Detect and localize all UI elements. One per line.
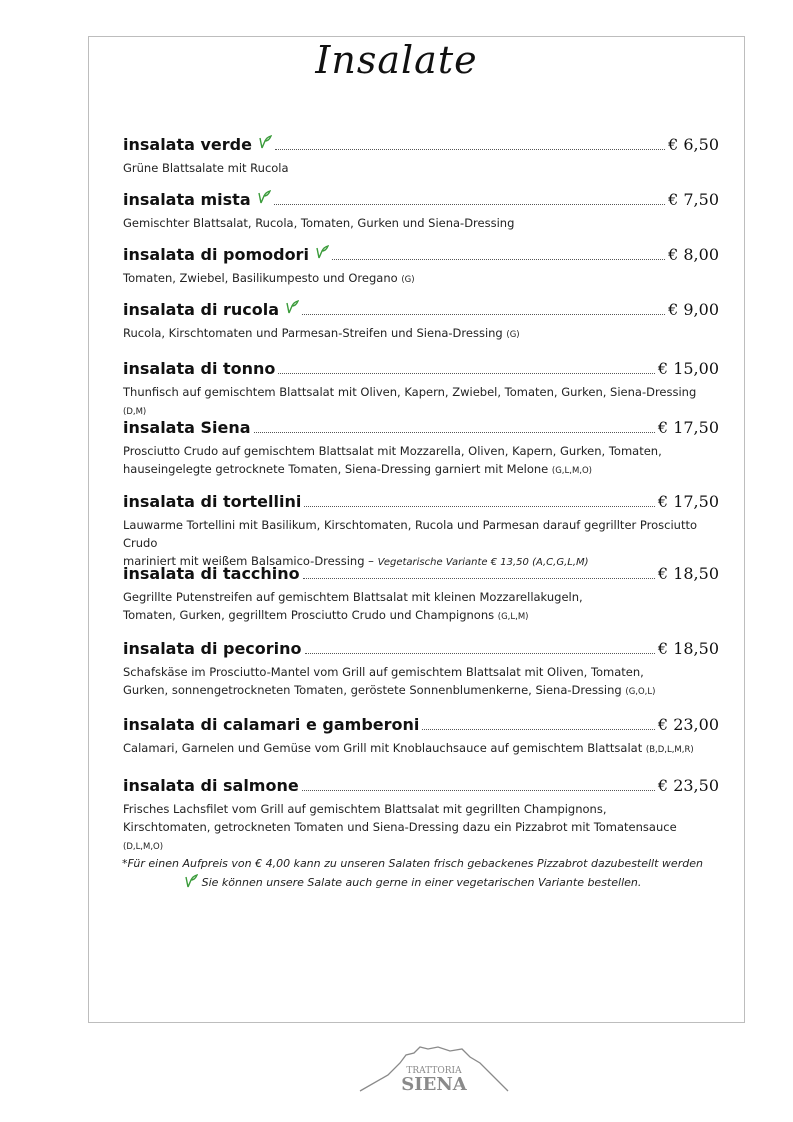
dot-leader — [303, 577, 655, 579]
item-name: insalata di tacchino — [123, 564, 300, 583]
menu-item-header — [123, 188, 719, 210]
menu-item-header — [123, 357, 719, 379]
menu-item-header — [123, 637, 719, 659]
svg-text:SIENA: SIENA — [401, 1074, 467, 1093]
item-description — [123, 442, 719, 480]
menu-item-header — [123, 243, 719, 265]
item-description — [123, 159, 719, 177]
item-description — [123, 800, 719, 856]
allergen-codes: (G,L,M) — [497, 612, 529, 622]
menu-item-header — [123, 774, 719, 796]
description-line: Kirschtomaten, getrockneten Tomaten und Siena-Dressing dazu ein Pizzabrot mit Tomatensauce (D,L,M,O) — [123, 820, 677, 852]
vegetarian-note-line — [100, 872, 725, 891]
menu-item — [123, 243, 719, 289]
vegetarian-note: Sie können unsere Salate auch gerne in einer vegetarischen Variante bestellen. — [201, 876, 642, 889]
menu-item — [123, 416, 719, 480]
description-line: Grüne Blattsalate mit Rucola — [123, 161, 289, 175]
item-name: insalata di tonno — [123, 359, 276, 378]
description-line: Calamari, Garnelen und Gemüse vom Grill mit Knoblauchsauce auf gemischtem Blattsalat (B,D,L,M,R) — [123, 741, 694, 755]
menu-item — [123, 490, 719, 572]
menu-item-header — [123, 298, 719, 320]
menu-item-header — [123, 490, 719, 512]
menu-item-header — [123, 416, 719, 438]
description-line: mariniert mit weißem Balsamico-Dressing – Vegetarische Variante € 13,50 (A,C,G,L,M) — [123, 554, 589, 568]
item-description — [123, 269, 719, 289]
description-line: Gemischter Blattsalat, Rucola, Tomaten, Gurken und Siena-Dressing — [123, 216, 515, 230]
item-price: € 23,00 — [657, 715, 719, 734]
item-name: insalata di tortellini — [123, 492, 302, 511]
pizzabrot-note: *Für einen Aufpreis von € 4,00 kann zu unseren Salaten frisch gebackenes Pizzabrot dazubestellt werden — [122, 857, 703, 870]
menu-item — [123, 713, 719, 759]
item-name: insalata verde — [123, 135, 252, 154]
menu-item — [123, 188, 719, 232]
menu-item — [123, 357, 719, 421]
item-price: € 6,50 — [668, 135, 719, 154]
menu-item — [123, 133, 719, 177]
item-description — [123, 324, 719, 344]
dot-leader — [254, 431, 655, 433]
description-line: Lauwarme Tortellini mit Basilikum, Kirschtomaten, Rucola und Parmesan darauf gegrillter Prosciutto Crudo — [123, 518, 697, 550]
item-price: € 8,00 — [668, 245, 719, 264]
allergen-codes: (D,M) — [123, 407, 147, 417]
dot-leader — [422, 728, 655, 730]
leaf-icon — [285, 300, 299, 314]
dot-leader — [332, 258, 665, 260]
dot-leader — [302, 789, 655, 791]
description-line: Prosciutto Crudo auf gemischtem Blattsalat mit Mozzarella, Oliven, Kapern, Gurken, Tomaten, — [123, 444, 662, 458]
menu-item — [123, 298, 719, 344]
item-name: insalata di rucola — [123, 300, 280, 319]
item-description — [123, 588, 719, 626]
allergen-codes: (B,D,L,M,R) — [645, 745, 694, 755]
allergen-codes: (G,L,M,O) — [551, 466, 592, 476]
leaf-icon — [258, 135, 272, 149]
item-name: insalata mista — [123, 190, 251, 209]
menu-item — [123, 562, 719, 626]
description-line: Gurken, sonnengetrockneten Tomaten, geröstete Sonnenblumenkerne, Siena-Dressing (G,O,L) — [123, 683, 656, 697]
item-name: insalata di calamari e gamberoni — [123, 715, 420, 734]
dot-leader — [302, 313, 665, 315]
item-price: € 15,00 — [657, 359, 719, 378]
allergen-codes: (D,L,M,O) — [123, 842, 164, 852]
item-description — [123, 214, 719, 232]
item-price: € 9,00 — [668, 300, 719, 319]
description-line: Schafskäse im Prosciutto-Mantel vom Grill auf gemischtem Blattsalat mit Oliven, Tomaten, — [123, 665, 644, 679]
item-price: € 18,50 — [657, 639, 719, 658]
menu-item-header — [123, 133, 719, 155]
description-line: Frisches Lachsfilet vom Grill auf gemischtem Blattsalat mit gegrillten Champignons, — [123, 802, 607, 816]
dot-leader — [305, 652, 655, 654]
menu-item — [123, 637, 719, 701]
dot-leader — [274, 203, 665, 205]
trattoria-siena-logo — [358, 1045, 510, 1093]
item-name: insalata di pomodori — [123, 245, 309, 264]
leaf-icon — [315, 245, 329, 259]
page-title: Insalate — [315, 38, 478, 82]
allergen-codes: (G) — [401, 275, 415, 285]
dot-leader — [275, 148, 665, 150]
description-line: hauseingelegte getrocknete Tomaten, Siena-Dressing garniert mit Melone (G,L,M,O) — [123, 462, 592, 476]
item-price: € 17,50 — [657, 418, 719, 437]
description-line: Gegrillte Putenstreifen auf gemischtem Blattsalat mit kleinen Mozzarellakugeln, — [123, 590, 583, 604]
dot-leader — [304, 505, 655, 507]
item-description — [123, 739, 719, 759]
item-name: insalata di salmone — [123, 776, 299, 795]
allergen-codes: (G,O,L) — [625, 687, 656, 697]
item-price: € 23,50 — [657, 776, 719, 795]
menu-item-header — [123, 562, 719, 584]
menu-item-header — [123, 713, 719, 735]
footnote — [100, 855, 725, 891]
item-name: insalata di pecorino — [123, 639, 302, 658]
vegetarian-variant: Vegetarische Variante € 13,50 (A,C,G,L,M) — [377, 557, 589, 568]
item-price: € 18,50 — [657, 564, 719, 583]
svg-text:TRATTORIA: TRATTORIA — [406, 1066, 462, 1076]
menu-item — [123, 774, 719, 856]
item-price: € 17,50 — [657, 492, 719, 511]
item-description — [123, 663, 719, 701]
item-name: insalata Siena — [123, 418, 251, 437]
dot-leader — [278, 372, 655, 374]
description-line: Thunfisch auf gemischtem Blattsalat mit Oliven, Kapern, Zwiebel, Tomaten, Gurken, Siena-Dressing (D,M) — [123, 385, 697, 417]
leaf-icon — [184, 874, 198, 888]
description-line: Rucola, Kirschtomaten und Parmesan-Streifen und Siena-Dressing (G) — [123, 326, 520, 340]
allergen-codes: (G) — [506, 330, 520, 340]
leaf-icon — [257, 190, 271, 204]
item-price: € 7,50 — [668, 190, 719, 209]
description-line: Tomaten, Gurken, gegrilltem Prosciutto Crudo und Champignons (G,L,M) — [123, 608, 529, 622]
description-line: Tomaten, Zwiebel, Basilikumpesto und Oregano (G) — [123, 271, 415, 285]
